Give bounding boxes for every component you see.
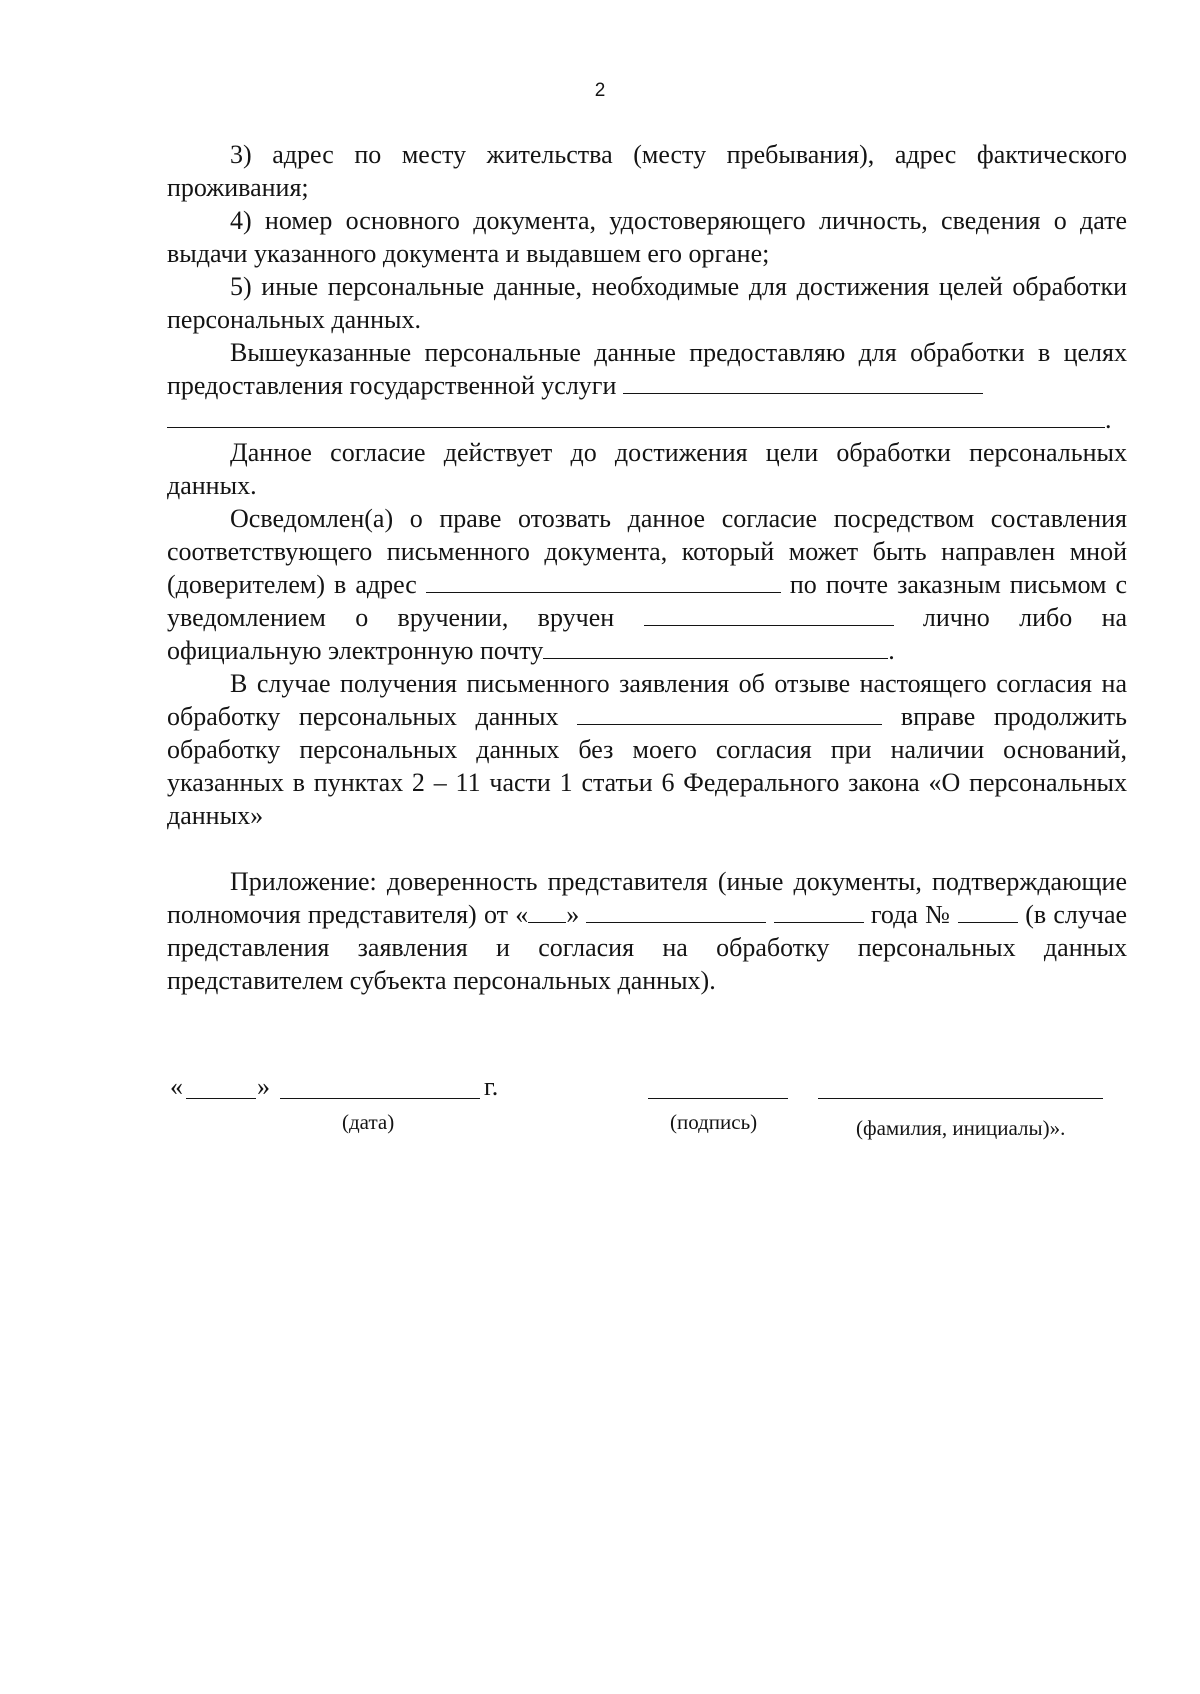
revoke-text-b: по почте заказным письмом с уведомлением о вручении, вручен	[167, 570, 1128, 632]
operator-blank	[577, 702, 882, 725]
service-name-blank	[623, 371, 983, 394]
date-caption: (дата)	[342, 1110, 395, 1134]
purpose-end: .	[1105, 405, 1112, 434]
attachment-paragraph	[167, 865, 1127, 997]
document-body	[167, 138, 1127, 997]
item-3-paragraph: 3) адрес по месту жительства (месту пребывания), адрес фактического проживания;	[167, 140, 1127, 202]
date-day-blank	[186, 1076, 256, 1099]
delivered-blank	[644, 603, 894, 626]
date-open-quote: «	[170, 1072, 183, 1101]
withdrawal-paragraph	[167, 667, 1127, 832]
signature-block	[0, 1072, 1200, 1152]
attachment-text-d: (в случае представления заявления и согласия на обработку персональных данных представителем субъекта персональных данных).	[167, 900, 1128, 995]
attachment-text-c: года №	[870, 900, 951, 929]
signature-caption: (подпись)	[670, 1110, 758, 1134]
signature-blank	[648, 1076, 788, 1099]
revoke-end: .	[888, 636, 895, 665]
revoke-paragraph	[167, 502, 1127, 667]
name-blank	[818, 1076, 1103, 1099]
page-number: 2	[594, 80, 606, 101]
attachment-year-blank	[774, 900, 864, 923]
date-month-blank	[280, 1076, 480, 1099]
service-name-blank-continued	[167, 402, 1105, 428]
revoke-text-c: лично либо на официальную электронную почту	[167, 603, 1128, 665]
date-close-quote: »	[257, 1072, 270, 1101]
date-year-suffix: г.	[484, 1072, 499, 1101]
attachment-text-b: »	[566, 900, 580, 929]
purpose-paragraph	[167, 336, 1127, 436]
withdrawal-text-a: В случае получения письменного заявления об отзыве настоящего согласия на обработку персональных данных	[167, 669, 1127, 731]
item-5-paragraph: 5) иные персональные данные, необходимые для достижения целей обработки персональных данных.	[167, 272, 1127, 334]
revoke-text-a: Осведомлен(а) о праве отозвать данное согласие посредством составления соответствующего письменного документа, который может быть направлен мной (доверителем) в адрес	[167, 504, 1127, 599]
purpose-text: Вышеуказанные персональные данные предоставляю для обработки в целях предоставления государственной услуги	[167, 338, 1127, 400]
name-caption: (фамилия, инициалы)».	[856, 1116, 1066, 1140]
address-blank	[426, 570, 781, 593]
withdrawal-text-b: вправе продолжить обработку персональных данных без моего согласия при наличии оснований, указанных в пунктах 2 – 11 части 1 статьи 6 Федерального закона «О персональных данных»	[167, 702, 1128, 830]
attachment-text-a: Приложение: доверенность представителя (иные документы, подтверждающие полномочия представителя) от «	[167, 867, 1127, 929]
validity-paragraph: Данное согласие действует до достижения цели обработки персональных данных.	[167, 438, 1127, 500]
attachment-number-blank	[958, 900, 1018, 923]
attachment-day-blank	[528, 900, 566, 923]
item-4-paragraph: 4) номер основного документа, удостоверяющего личность, сведения о дате выдачи указанного документа и выдавшем его органе;	[167, 206, 1127, 268]
email-blank	[543, 636, 888, 659]
attachment-month-blank	[586, 900, 766, 923]
